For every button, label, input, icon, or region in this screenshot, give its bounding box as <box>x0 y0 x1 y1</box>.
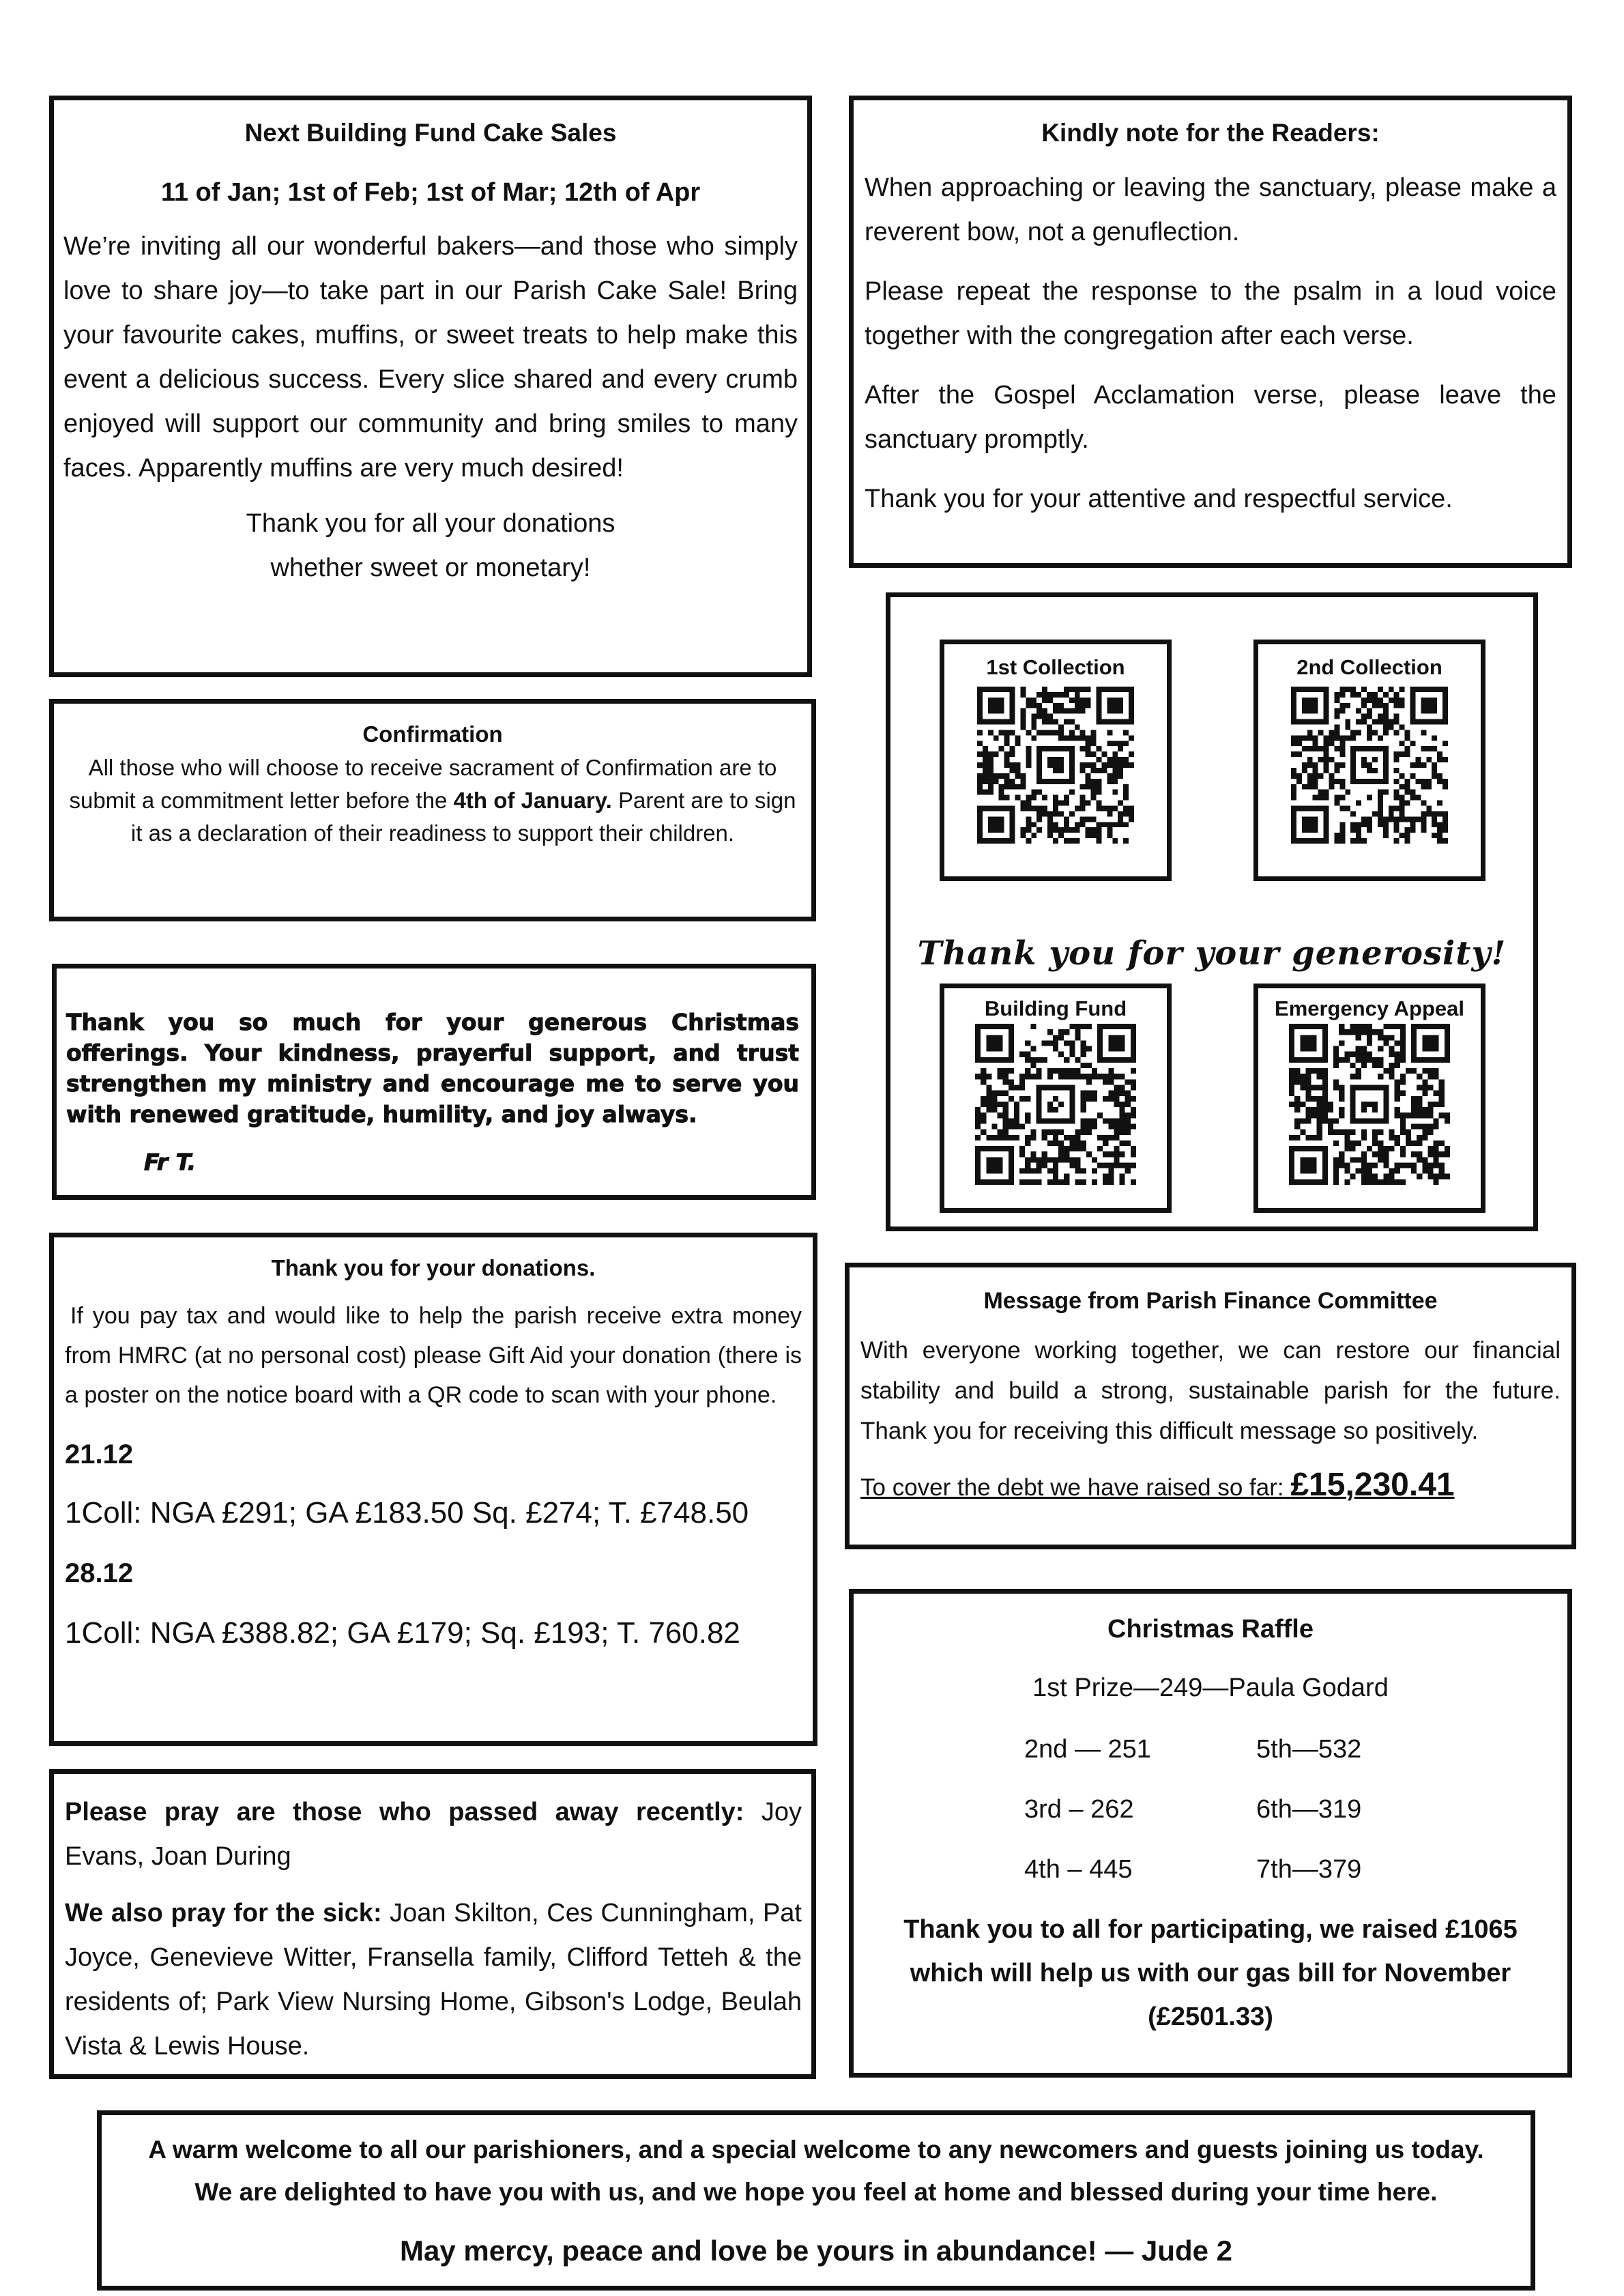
confirmation-text-after: Parent are to sign it as a declaration of their readiness to support their children. <box>130 788 796 846</box>
cake-sale-title: Next Building Fund Cake Sales <box>244 119 617 147</box>
qr-code-icon[interactable] <box>977 687 1134 844</box>
confirmation-text-before: All those who will choose to receive sacrament of Confirmation are to submit a commitment letter before the <box>69 755 777 813</box>
raffle-prize-4th: 4th – 445 <box>1024 1855 1133 1884</box>
qr-card-emergency-appeal[interactable] <box>1253 984 1485 1213</box>
donations-line-2: 1Coll: NGA £388.82; GA £179; Sq. £193; T. 760.82 <box>65 1616 740 1650</box>
donations-date-2: 28.12 <box>65 1558 134 1588</box>
cake-sale-thanks-1: Thank you for all your donations <box>246 509 615 538</box>
qr-card-1st-collection[interactable] <box>940 640 1172 881</box>
raffle-prize-5th: 5th—532 <box>1256 1735 1362 1764</box>
raffle-prize-grid <box>867 1729 1554 1890</box>
qr-code-icon[interactable] <box>975 1024 1136 1185</box>
welcome-line-2: We are delighted to have you with us, and we hope you feel at home and blessed during your time here. <box>194 2178 1438 2206</box>
readers-para-1: When approaching or leaving the sanctuary, please make a reverent bow, not a genuflection. <box>865 173 1556 246</box>
donations-body: If you pay tax and would like to help the parish receive extra money from HMRC (at no personal cost) please Gift Aid your donation (there is a poster on the notice board with a QR code to scan with your phone. <box>65 1303 802 1408</box>
raffle-prize-3rd: 3rd – 262 <box>1024 1795 1134 1824</box>
finance-raised <box>860 1463 1561 1510</box>
prayers-deceased-names: Joy Evans, Joan During <box>65 1798 802 1871</box>
prayers-sick-names: Joan Skilton, Ces Cunningham, Pat Joyce, Genevieve Witter, Fransella family, Clifford Tetteh & the residents of; Park View Nursing Home, Gibson's Lodge, Beulah Vista & Lewis House. <box>65 1899 802 2061</box>
readers-para-3: After the Gospel Acclamation verse, please leave the sanctuary promptly. <box>865 381 1556 454</box>
finance-body: With everyone working together, we can restore our financial stability and build a strong, sustainable parish for the future. Thank you for receiving this difficult message so positively. <box>860 1337 1561 1444</box>
confirmation-title: Confirmation <box>362 721 503 747</box>
raffle-prize-2nd: 2nd — 251 <box>1024 1735 1151 1764</box>
confirmation-box <box>49 699 816 921</box>
qr-label-building-fund: Building Fund <box>984 996 1127 1020</box>
qr-card-building-fund[interactable] <box>940 984 1172 1213</box>
prayers-deceased-label: Please pray are those who passed away recently: <box>65 1798 744 1826</box>
finance-raised-amount: £15,230.41 <box>1290 1467 1455 1503</box>
donations-date-1: 21.12 <box>65 1439 134 1469</box>
welcome-blessing: May mercy, peace and love be yours in abundance! — Jude 2 <box>400 2235 1232 2267</box>
readers-para-2: Please repeat the response to the psalm in a loud voice together with the congregation after each verse. <box>865 277 1556 350</box>
raffle-box <box>849 1589 1572 2078</box>
welcome-box <box>97 2110 1535 2291</box>
qr-label-emergency-appeal: Emergency Appeal <box>1275 996 1464 1020</box>
readers-para-4: Thank you for your attentive and respectful service. <box>865 485 1453 513</box>
cake-sale-box <box>49 96 812 677</box>
donations-box <box>49 1233 817 1746</box>
raffle-prize-6th: 6th—319 <box>1256 1795 1362 1824</box>
finance-raised-label: To cover the debt we have raised so far: <box>860 1474 1284 1501</box>
prayers-sick <box>65 1891 802 2069</box>
qr-tagline: Thank you for your generosity! <box>917 934 1507 973</box>
raffle-title: Christmas Raffle <box>1107 1615 1314 1644</box>
christmas-thanks-signature: Fr T. <box>144 1149 197 1175</box>
christmas-thanks-box <box>52 964 816 1200</box>
cake-sale-thanks-2: whether sweet or monetary! <box>270 554 591 582</box>
prayers-deceased <box>65 1790 802 1879</box>
qr-label-2nd-collection: 2nd Collection <box>1296 655 1442 679</box>
qr-card-2nd-collection[interactable] <box>1253 640 1485 881</box>
donations-title: Thank you for your donations. <box>271 1255 596 1280</box>
confirmation-body <box>66 751 799 850</box>
prayers-sick-label: We also pray for the sick: <box>65 1899 382 1927</box>
qr-label-1st-collection: 1st Collection <box>986 655 1125 679</box>
cake-sale-dates: 11 of Jan; 1st of Feb; 1st of Mar; 12th of Apr <box>160 178 701 207</box>
qr-panel <box>886 592 1538 1231</box>
christmas-thanks-message: Thank you so much for your generous Christmas offerings. Your kindness, prayerful support, and trust strengthen my ministry and encourage me to serve you with renewed gratitude, humility, and joy always. <box>66 1009 799 1128</box>
qr-code-icon[interactable] <box>1291 687 1448 844</box>
qr-code-icon[interactable] <box>1289 1024 1450 1185</box>
finance-box <box>845 1263 1576 1549</box>
welcome-line-1: A warm welcome to all our parishioners, and a special welcome to any newcomers and guests joining us today. <box>148 2136 1484 2164</box>
donations-line-1: 1Coll: NGA £291; GA £183.50 Sq. £274; T. £748.50 <box>65 1496 749 1530</box>
cake-sale-body: We’re inviting all our wonderful bakers—and those who simply love to share joy—to take part in our Parish Cake Sale! Bring your favourite cakes, muffins, or sweet treats to help make this event a delicious success. Every slice shared and every crumb enjoyed will support our community and bring smiles to many faces. Apparently muffins are very much desired! <box>63 232 798 483</box>
finance-title: Message from Parish Finance Committee <box>983 1288 1438 1314</box>
raffle-first-prize: 1st Prize—249—Paula Godard <box>1032 1674 1389 1702</box>
readers-box <box>849 96 1572 568</box>
raffle-thanks: Thank you to all for participating, we raised £1065 which will help us with our gas bill for November (£2501.33) <box>903 1915 1518 2031</box>
readers-title: Kindly note for the Readers: <box>1041 119 1380 147</box>
prayers-box <box>49 1769 816 2079</box>
confirmation-deadline: 4th of January. <box>453 788 612 813</box>
raffle-prize-7th: 7th—379 <box>1256 1855 1362 1884</box>
